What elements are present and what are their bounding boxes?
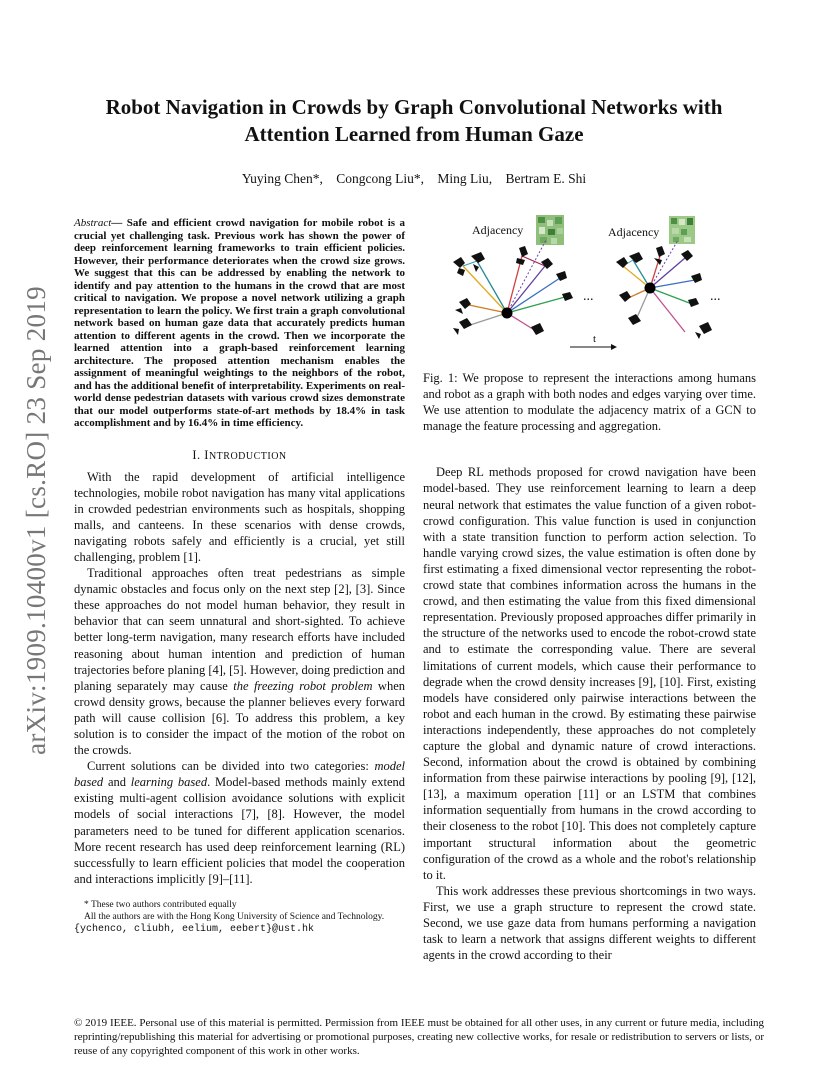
- robot-node-right: [645, 283, 656, 294]
- footnote-affiliation-text: All the authors are with the Hong Kong University of Science and Technology.: [84, 911, 385, 922]
- figure-1-caption: Fig. 1: We propose to represent the interactions among humans and robot as a graph with both nodes and edges varying over time. We use attention to modulate the adjacency matrix of a GCN to manage the feature processing and aggregation.: [423, 371, 756, 434]
- time-label: t: [593, 333, 597, 345]
- author-list: [60, 171, 768, 187]
- footnote: [74, 899, 405, 936]
- body-paragraph-deep-rl: Deep RL methods proposed for crowd navigation have been model-based. They use reinforcement learning to learn a deep neural network that estimates the value function of a given robot-crowd configuration. This value function is used in conjunction with a state transition function to perform action selection. To handle varying crowd sizes, the value estimation is often done by first estimating a fixed dimensional vector representing the robot-crowd state that combines information across the humans in the crowd, and then estimating the value from this fixed dimensional representation. Previously proposed approaches differ primarily in the structure of the networks used to encode the robot-crowd state and to estimate the corresponding value. There are several limitations of current models, which cause their performance to degrade when the crowd density increases [9], [10]. First, existing models have considered only pairwise interactions between the robot and each human in the crowd. By estimating these pairwise interactions independently, these approaches do not completely capture the global and dynamic nature of crowd interactions. Second, information about the crowd is obtained by combining information from these pairwise interactions by pooling [9], [12], [13], a maximum operation [11] or an LSTM that combines information sequentially from humans in the crowd according to their closeness to the robot [10]. This does not completely capture important structural information about the geometric configuration of the crowd as a whole and the robot's relationship to it.: [423, 465, 756, 882]
- footnote-affiliation: [74, 911, 405, 936]
- right-column: [423, 200, 756, 963]
- section-numeral: I.: [192, 447, 201, 462]
- footnote-equal-contribution: * These two authors contributed equally: [84, 899, 237, 910]
- author-2: Congcong Liu*,: [336, 171, 424, 186]
- arxiv-identifier-text: arXiv:1909.10400v1 [cs.RO] 23 Sep 2019: [20, 285, 51, 755]
- author-3: Ming Liu,: [437, 171, 493, 186]
- right-column-body: [423, 464, 756, 963]
- intro-p2-emphasis: the freezing robot problem: [233, 678, 373, 693]
- section-heading-introduction: [74, 448, 405, 463]
- adjacency-label-left: Adjacency: [472, 223, 524, 237]
- body-paragraph-contributions: This work addresses these previous shortcomings in two ways. First, we use a graph structure to represent the crowd state. Second, we use gaze data from humans performing a navigation task to learn a network that assigns different weights to different agents in the crowd according to their: [423, 883, 756, 963]
- paper-title: [60, 94, 768, 148]
- figure-1: [423, 200, 756, 360]
- ellipsis-left: ...: [583, 289, 594, 304]
- intro-paragraph-1: With the rapid development of artificial intelligence technologies, mobile robot navigation has many vital applications in crowded pedestrian environments such as hospitals, shopping malls, and canteens. In these scenarios with dense crowds, navigating robots safely and efficiently is a crucial, yet still challenging, problem [1].: [74, 469, 405, 564]
- paper-title-line-1: Robot Navigation in Crowds by Graph Convolutional Networks with: [105, 95, 723, 119]
- adjacency-matrix-right: [669, 216, 695, 244]
- graph-diagram: [423, 200, 756, 360]
- intro-p2-part-a: Traditional approaches often treat pedestrians as simple dynamic obstacles and focus only on the next step [2], [3]. Since these approaches do not model human behavior, they result in behavior that can seem unnatural and short-sighted. To achieve better long-term navigation, many research efforts have included reasoning about human intention and prediction of human trajectories before planing [4], [5]. However, doing prediction and planing separately may cause: [74, 566, 405, 693]
- arxiv-identifier: [18, 284, 54, 756]
- footnote-emails: {ychenco, cliubh, eelium, eebert}@ust.hk: [74, 923, 315, 935]
- copyright-notice: © 2019 IEEE. Personal use of this material is permitted. Permission from IEEE must be obtained for all other uses, in any current or future media, including reprinting/republishing this material for advertising or promotional purposes, creating new collective works, for resale or redistribution to servers or lists, or reuse of any copyrighted component of this work in other works.: [74, 1017, 764, 1057]
- intro-p3-and: and: [103, 775, 131, 790]
- intro-paragraph-3: [74, 758, 405, 887]
- intro-p3-emphasis-1: model based: [74, 759, 405, 790]
- abstract-label: Abstract: [74, 217, 112, 229]
- abstract-dash: —: [111, 217, 123, 229]
- intro-p3-emphasis-2: learning based: [130, 775, 208, 790]
- section-title-first-letter: I: [204, 447, 209, 462]
- paper-title-line-2: Attention Learned from Human Gaze: [244, 122, 584, 146]
- intro-paragraph-2: [74, 565, 405, 758]
- intro-p2-part-b: when crowd density grows, because the planner believes every forward path will cause collision [6]. To address this problem, a key solution is to consider the impact of the motion of the robot on the crowds.: [74, 678, 406, 758]
- ellipsis-right: ...: [710, 289, 721, 304]
- adjacency-label-right: Adjacency: [608, 225, 660, 239]
- section-title-rest: NTRODUCTION: [208, 450, 287, 462]
- left-column: [74, 217, 405, 936]
- abstract-text: Safe and efficient crowd navigation for mobile robot is a crucial yet challenging task. Previous work has shown the power of deep reinforcement learning frameworks to train efficient policies. However, their performance deteriorates when the crowd size grows. We suggest that this can be addressed by enabling the network to identify and pay attention to the humans in the crowd that are most critical to navigation. We propose a novel network utilizing a graph representation to learn the policy. We first train a graph convolutional network based on human gaze data that accurately predicts human attention to different agents in the crowd. Then we incorporate the learned attention into a graph-based reinforcement learning architecture. The proposed attention mechanism enables the assignment of meaningful weightings to the neighbors of the robot, and has the additional benefit of interpretability. Experiments on real-world dense pedestrian datasets with various crowd sizes demonstrate that our model outperforms state-of-art methods by 18.4% in task accomplishment and by 16.4% in time efficiency.: [74, 217, 406, 429]
- pedestrian-nodes-right: [616, 246, 712, 339]
- intro-p3-part-b: . Model-based methods mainly extend existing multi-agent collision avoidance solutions with explicit models of social interactions [7], [8]. However, the model parameters need to be tuned for different application scenarios. More recent research has used deep reinforcement learning (RL) successfully to learn efficient policies that model the cooperation and interactions implicitly [9]–[11].: [74, 775, 405, 886]
- author-1: Yuying Chen*,: [241, 171, 323, 186]
- author-4: Bertram E. Shi: [505, 171, 587, 186]
- intro-p3-part-a: Current solutions can be divided into two categories:: [87, 759, 375, 774]
- abstract: [74, 217, 405, 430]
- robot-node-left: [502, 308, 513, 319]
- adjacency-matrix-left: [536, 215, 564, 245]
